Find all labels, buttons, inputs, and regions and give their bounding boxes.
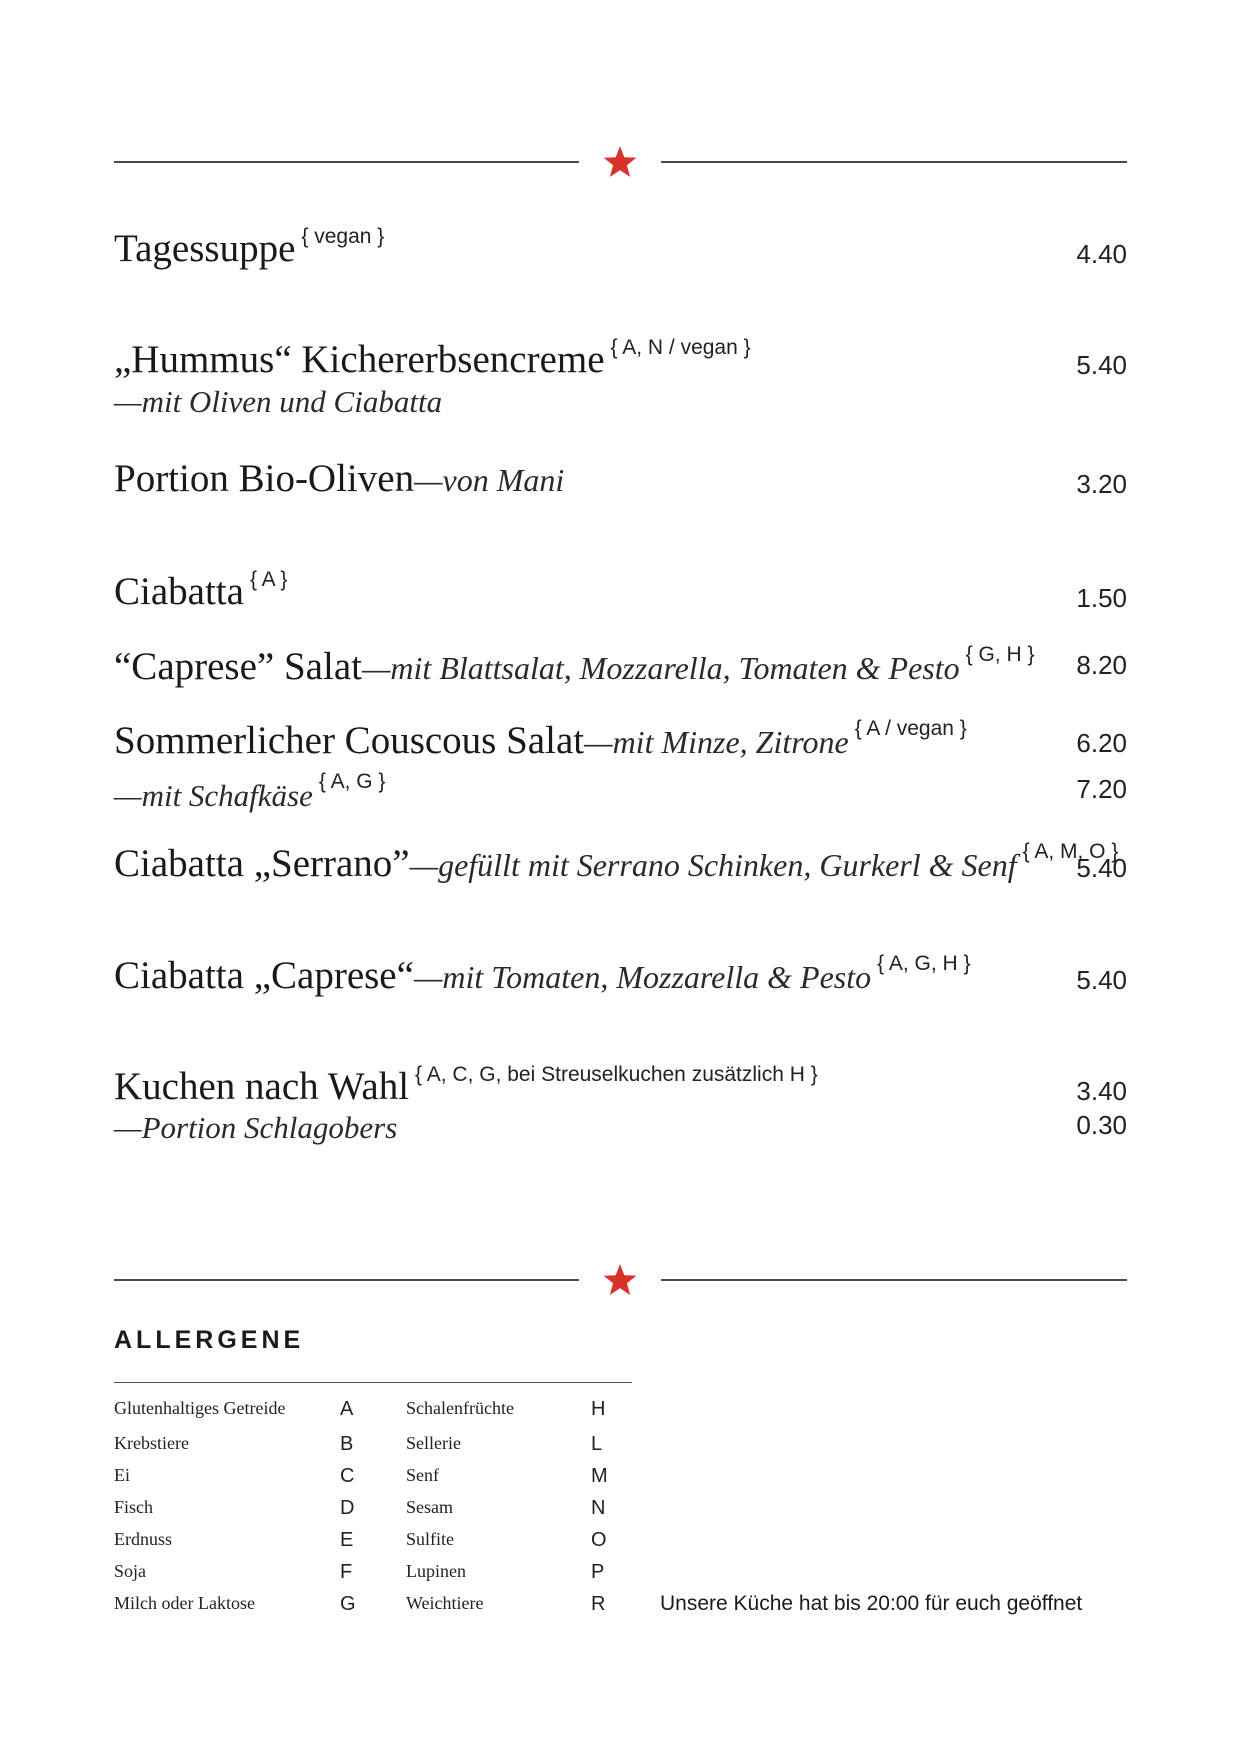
allergen-code: C: [340, 1465, 355, 1487]
allergen-name: Ei: [114, 1465, 130, 1485]
item-sub-price: 0.30: [1076, 1110, 1127, 1140]
allergen-tag: { A, G, H }: [877, 952, 971, 975]
allergen-tag: { A }: [249, 568, 288, 591]
item-name: Tagessuppe: [114, 227, 296, 270]
allergen-code: R: [591, 1593, 606, 1615]
menu-item-tagessuppe: [114, 225, 1127, 285]
allergen-code: O: [591, 1529, 607, 1551]
allergen-row: [114, 1398, 634, 1428]
allergen-code: D: [340, 1497, 355, 1519]
menu-item-hummus: [114, 336, 1127, 426]
allergen-row: [114, 1593, 634, 1623]
menu-item-caprese-salat: [114, 643, 1127, 703]
allergen-name: Erdnuss: [114, 1529, 172, 1549]
allergen-name: Weichtiere: [406, 1593, 484, 1613]
allergen-code: A: [340, 1398, 354, 1420]
allergen-code: F: [340, 1561, 353, 1583]
item-description: —mit Minze, Zitrone: [584, 724, 849, 760]
allergen-tag: { A, M, O }: [1022, 840, 1119, 863]
divider-line-right: [661, 1279, 1127, 1281]
allergen-rule: [114, 1382, 632, 1383]
bottom-divider: [114, 1263, 1127, 1297]
menu-item-ciabatta-caprese: [114, 952, 1127, 1012]
item-subline: —mit Schafkäse: [114, 778, 313, 813]
allergen-tag: { vegan }: [301, 225, 385, 248]
item-price: 8.20: [1076, 650, 1127, 680]
allergen-row: [114, 1497, 634, 1527]
allergen-title: ALLERGENE: [114, 1326, 305, 1354]
item-price: 5.40: [1076, 350, 1127, 380]
allergen-name: Milch oder Laktose: [114, 1593, 255, 1613]
allergen-row: [114, 1465, 634, 1495]
item-price: 5.40: [1076, 853, 1127, 883]
allergen-name: Sesam: [406, 1497, 453, 1517]
kitchen-hours-note: Unsere Küche hat bis 20:00 für euch geöffnet: [660, 1592, 1083, 1615]
item-subline: —mit Oliven und Ciabatta: [114, 384, 443, 419]
item-price: 6.20: [1076, 728, 1127, 758]
item-price: 4.40: [1076, 239, 1127, 269]
menu-item-ciabatta-serrano: [114, 840, 1127, 900]
item-description: —mit Tomaten, Mozzarella & Pesto: [413, 959, 872, 995]
item-description: —mit Blattsalat, Mozzarella, Tomaten & Pesto: [361, 650, 960, 686]
item-name: Ciabatta: [114, 570, 244, 613]
allergen-row: [114, 1561, 634, 1591]
top-divider: [114, 145, 1127, 179]
allergen-row: [114, 1433, 634, 1463]
allergen-name: Schalenfrüchte: [406, 1398, 514, 1418]
item-name: Kuchen nach Wahl: [114, 1065, 410, 1108]
star-icon: [602, 1263, 638, 1297]
allergen-code: B: [340, 1433, 354, 1455]
allergen-tag: { G, H }: [965, 643, 1035, 666]
item-name: Ciabatta „Caprese“: [114, 954, 414, 997]
menu-item-ciabatta: [114, 568, 1127, 628]
allergen-code: H: [591, 1398, 606, 1420]
item-price: 1.50: [1076, 583, 1127, 613]
divider-line-right: [661, 161, 1127, 163]
item-name: „Hummus“ Kichererbsencreme: [114, 338, 605, 381]
item-price: 5.40: [1076, 965, 1127, 995]
item-price: 3.20: [1076, 469, 1127, 499]
item-description: —von Mani: [414, 462, 565, 498]
allergen-tag: { A, C, G, bei Streuselkuchen zusätzlich H }: [415, 1063, 818, 1086]
item-subline: —Portion Schlagobers: [114, 1110, 398, 1145]
star-icon: [602, 145, 638, 179]
allergen-name: Sellerie: [406, 1433, 461, 1453]
allergen-row: [114, 1529, 634, 1559]
allergen-name: Krebstiere: [114, 1433, 189, 1453]
menu-item-couscous-salat: [114, 717, 1127, 817]
divider-line-left: [114, 161, 579, 163]
allergen-tag: { A, G }: [318, 770, 386, 793]
allergen-tag: { A / vegan }: [854, 717, 967, 740]
menu-item-bio-oliven: [114, 456, 1127, 516]
divider-line-left: [114, 1279, 579, 1281]
item-name: Ciabatta „Serrano”: [114, 842, 410, 885]
allergen-name: Soja: [114, 1561, 147, 1581]
allergen-name: Fisch: [114, 1497, 154, 1517]
allergen-code: N: [591, 1497, 606, 1519]
item-name: “Caprese” Salat: [114, 645, 362, 688]
allergen-tag: { A, N / vegan }: [610, 336, 751, 359]
allergen-name: Sulfite: [406, 1529, 454, 1549]
allergen-code: G: [340, 1593, 356, 1615]
allergen-name: Lupinen: [406, 1561, 466, 1581]
item-name: Portion Bio-Oliven: [114, 457, 415, 500]
item-sub-price: 7.20: [1076, 774, 1127, 804]
item-description: —gefüllt mit Serrano Schinken, Gurkerl & Senf: [409, 847, 1017, 883]
item-price: 3.40: [1076, 1076, 1127, 1106]
allergen-code: L: [591, 1433, 603, 1455]
menu-item-kuchen: [114, 1063, 1127, 1153]
allergen-code: E: [340, 1529, 354, 1551]
allergen-name: Glutenhaltiges Getreide: [114, 1398, 286, 1418]
allergen-code: P: [591, 1561, 605, 1583]
allergen-name: Senf: [406, 1465, 439, 1485]
item-name: Sommerlicher Couscous Salat: [114, 719, 585, 762]
allergen-code: M: [591, 1465, 608, 1487]
